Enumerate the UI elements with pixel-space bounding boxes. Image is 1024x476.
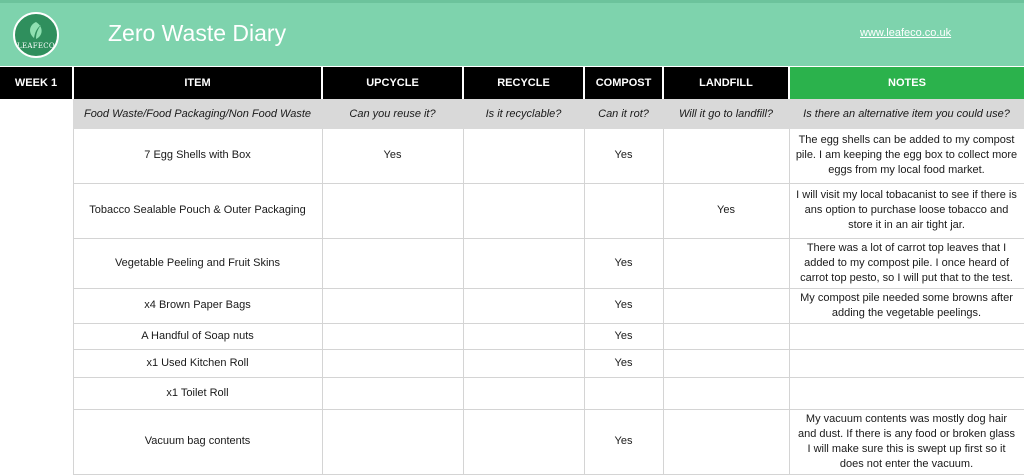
recycle-cell[interactable] (463, 129, 584, 183)
landfill-cell[interactable] (663, 288, 789, 323)
table-row (0, 323, 1024, 349)
table-row (0, 238, 1024, 288)
recycle-cell[interactable] (463, 238, 584, 288)
subheader-row (0, 99, 1024, 129)
column-header-row (0, 67, 1024, 99)
recycle-subheader: Is it recyclable? (463, 99, 584, 129)
compost-cell[interactable]: Yes (584, 129, 663, 183)
item-cell[interactable]: Vegetable Peeling and Fruit Skins (73, 238, 322, 288)
notes-cell[interactable]: I will visit my local tobacanist to see if there is ans option to purchase loose tobacco and store it in an air tight jar. (789, 183, 1024, 238)
landfill-cell[interactable] (663, 409, 789, 474)
upcycle-cell[interactable] (322, 238, 463, 288)
notes-cell[interactable] (789, 377, 1024, 409)
notes-cell[interactable] (789, 323, 1024, 349)
recycle-header: RECYCLE (463, 67, 584, 99)
notes-cell[interactable]: My vacuum contents was mostly dog hair and dust. If there is any food or broken glass I will make sure this is swept up first so it does not enter the vacuum. (789, 409, 1024, 474)
week-subheader-blank (0, 99, 73, 129)
recycle-cell[interactable] (463, 183, 584, 238)
item-subheader: Food Waste/Food Packaging/Non Food Waste (73, 99, 322, 129)
landfill-subheader: Will it go to landfill? (663, 99, 789, 129)
table-row (0, 377, 1024, 409)
table-row (0, 288, 1024, 323)
week-cell (0, 183, 73, 238)
notes-cell[interactable]: The egg shells can be added to my compost pile. I am keeping the egg box to collect more eggs from my local food market. (789, 129, 1024, 183)
item-cell[interactable]: Vacuum bag contents (73, 409, 322, 474)
recycle-cell[interactable] (463, 377, 584, 409)
landfill-cell[interactable] (663, 238, 789, 288)
compost-cell[interactable]: Yes (584, 288, 663, 323)
compost-cell[interactable]: Yes (584, 238, 663, 288)
waste-diary-table (0, 67, 1024, 475)
logo-text: LEAFECO (17, 42, 55, 50)
item-cell[interactable]: 7 Egg Shells with Box (73, 129, 322, 183)
compost-cell[interactable]: Yes (584, 349, 663, 377)
upcycle-cell[interactable] (322, 183, 463, 238)
landfill-header: LANDFILL (663, 67, 789, 99)
upcycle-cell[interactable] (322, 377, 463, 409)
notes-cell[interactable] (789, 349, 1024, 377)
compost-cell[interactable]: Yes (584, 323, 663, 349)
landfill-cell[interactable] (663, 323, 789, 349)
upcycle-header: UPCYCLE (322, 67, 463, 99)
compost-subheader: Can it rot? (584, 99, 663, 129)
compost-cell[interactable] (584, 377, 663, 409)
landfill-cell[interactable] (663, 377, 789, 409)
landfill-cell[interactable] (663, 349, 789, 377)
item-header: ITEM (73, 67, 322, 99)
week-cell (0, 129, 73, 183)
item-cell[interactable]: A Handful of Soap nuts (73, 323, 322, 349)
recycle-cell[interactable] (463, 409, 584, 474)
header-banner (0, 0, 1024, 66)
table-row (0, 409, 1024, 474)
notes-cell[interactable]: My compost pile needed some browns after adding the vegetable peelings. (789, 288, 1024, 323)
week-cell (0, 288, 73, 323)
recycle-cell[interactable] (463, 349, 584, 377)
leafeco-logo (13, 12, 59, 58)
upcycle-cell[interactable] (322, 288, 463, 323)
recycle-cell[interactable] (463, 323, 584, 349)
compost-cell[interactable]: Yes (584, 409, 663, 474)
table-row (0, 129, 1024, 183)
upcycle-cell[interactable]: Yes (322, 129, 463, 183)
notes-cell[interactable]: There was a lot of carrot top leaves that I added to my compost pile. I once heard of carrot top pesto, so I will put that to the test. (789, 238, 1024, 288)
week-header: WEEK 1 (0, 67, 73, 99)
item-cell[interactable]: x1 Used Kitchen Roll (73, 349, 322, 377)
item-cell[interactable]: x1 Toilet Roll (73, 377, 322, 409)
table-row (0, 349, 1024, 377)
landfill-cell[interactable]: Yes (663, 183, 789, 238)
table-row (0, 183, 1024, 238)
compost-header: COMPOST (584, 67, 663, 99)
item-cell[interactable]: x4 Brown Paper Bags (73, 288, 322, 323)
upcycle-cell[interactable] (322, 323, 463, 349)
week-cell (0, 238, 73, 288)
notes-header: NOTES (789, 67, 1024, 99)
week-cell (0, 323, 73, 349)
recycle-cell[interactable] (463, 288, 584, 323)
website-link[interactable]: www.leafeco.co.uk (860, 27, 952, 39)
notes-subheader: Is there an alternative item you could use? (789, 99, 1024, 129)
banner-top-edge (0, 0, 1024, 3)
week-cell (0, 377, 73, 409)
upcycle-subheader: Can you reuse it? (322, 99, 463, 129)
upcycle-cell[interactable] (322, 349, 463, 377)
week-cell (0, 349, 73, 377)
item-cell[interactable]: Tobacco Sealable Pouch & Outer Packaging (73, 183, 322, 238)
upcycle-cell[interactable] (322, 409, 463, 474)
week-cell (0, 409, 73, 474)
page-title: Zero Waste Diary (108, 20, 287, 46)
landfill-cell[interactable] (663, 129, 789, 183)
compost-cell[interactable] (584, 183, 663, 238)
